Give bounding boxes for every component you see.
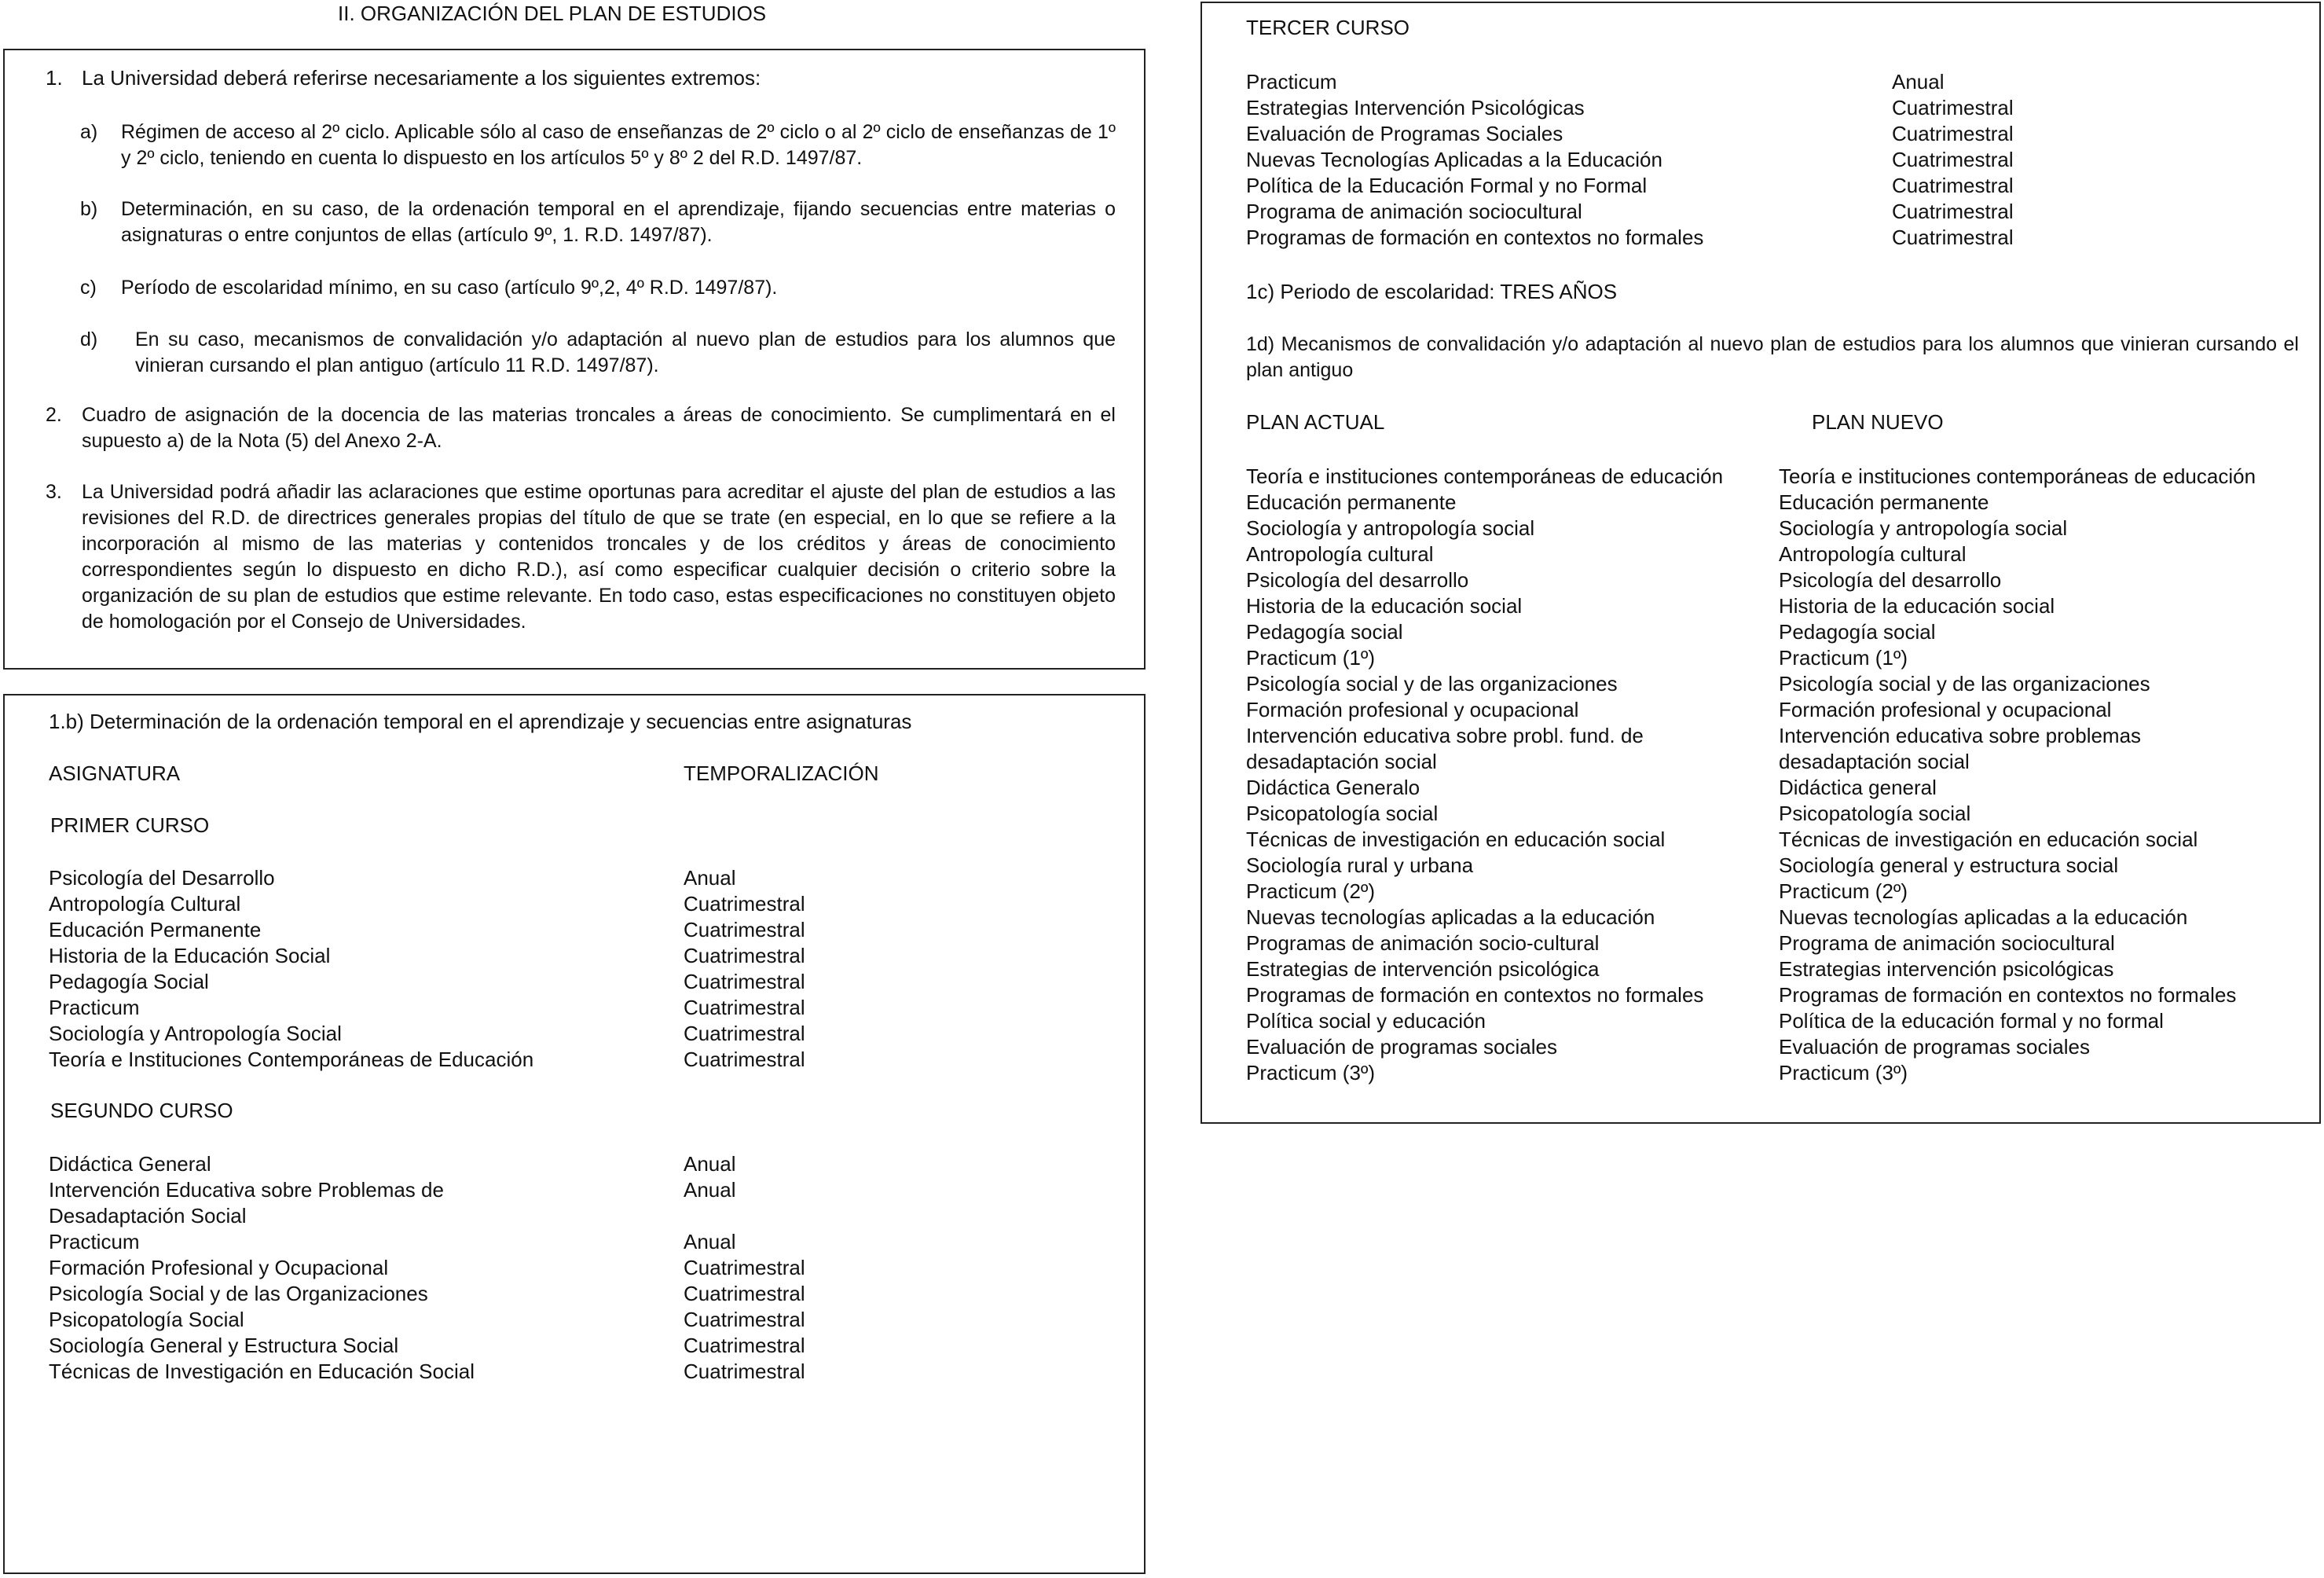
primer-course-temporalizacion: Cuatrimestral	[684, 918, 805, 941]
plan-actual-item: Programas de animación socio-cultural	[1246, 931, 1600, 955]
tercer-course-temporalizacion: Cuatrimestral	[1892, 96, 2014, 119]
plan-actual-item: Historia de la educación social	[1246, 594, 1523, 618]
section-heading: 1.b) Determinación de la ordenación temporal en el aprendizaje y secuencias entre asignaturas	[49, 710, 912, 733]
tercer-course-name: Estrategias Intervención Psicológicas	[1246, 96, 1585, 119]
segundo-course-name: Psicopatología Social	[49, 1308, 244, 1331]
plan-nuevo-item: Evaluación de programas sociales	[1779, 1035, 2090, 1059]
column-header-temporalizacion: TEMPORALIZACIÓN	[684, 761, 879, 785]
tercer-course-name: Política de la Educación Formal y no Formal	[1246, 174, 1648, 197]
tercer-curso-heading: TERCER CURSO	[1246, 16, 1410, 39]
plan-nuevo-item: Sociología general y estructura social	[1779, 853, 2119, 877]
item-d-label: d)	[80, 328, 98, 350]
plan-nuevo-item: Política de la educación formal y no formal	[1779, 1009, 2164, 1033]
plan-nuevo-item: Historia de la educación social	[1779, 594, 2055, 618]
plan-actual-item: Estrategias de intervención psicológica	[1246, 957, 1600, 981]
plan-nuevo-item: Educación permanente	[1779, 490, 1989, 514]
primer-curso-heading: PRIMER CURSO	[50, 813, 210, 837]
plan-actual-item: Antropología cultural	[1246, 542, 1434, 566]
segundo-course-temporalizacion: Anual	[684, 1230, 736, 1253]
plan-nuevo-item: Intervención educativa sobre problemas	[1779, 724, 2142, 747]
tercer-course-name: Evaluación de Programas Sociales	[1246, 122, 1563, 145]
tercer-course-name: Programa de animación sociocultural	[1246, 200, 1582, 223]
plan-actual-item: Nuevas tecnologías aplicadas a la educación	[1246, 905, 1655, 929]
instructions-box	[3, 49, 1146, 670]
plan-actual-item: Practicum (1º)	[1246, 646, 1376, 670]
plan-actual-item: Política social y educación	[1246, 1009, 1486, 1033]
periodo-escolaridad: 1c) Periodo de escolaridad: TRES AÑOS	[1246, 280, 1618, 303]
plan-nuevo-item: Antropología cultural	[1779, 542, 1967, 566]
primer-course-temporalizacion: Cuatrimestral	[684, 892, 805, 916]
plan-actual-item: Programas de formación en contextos no formales	[1246, 983, 1704, 1007]
plan-nuevo-item: Practicum (3º)	[1779, 1061, 1908, 1084]
plan-actual-item: Didáctica Generalo	[1246, 776, 1420, 799]
segundo-course-name: Desadaptación Social	[49, 1204, 247, 1228]
plan-actual-item: Psicopatología social	[1246, 802, 1439, 825]
tercer-course-name: Nuevas Tecnologías Aplicadas a la Educación	[1246, 148, 1662, 171]
item-c-text: Período de escolaridad mínimo, en su caso (artículo 9º,2, 4º R.D. 1497/87).	[121, 277, 778, 299]
plan-actual-item: Psicología social y de las organizaciones	[1246, 672, 1618, 695]
tercer-course-temporalizacion: Anual	[1892, 70, 1945, 94]
segundo-course-temporalizacion: Cuatrimestral	[684, 1334, 805, 1357]
plan-nuevo-item: Psicología social y de las organizaciones	[1779, 672, 2150, 695]
plan-actual-item: Técnicas de investigación en educación social	[1246, 828, 1666, 851]
segundo-course-name: Técnicas de Investigación en Educación Social	[49, 1360, 475, 1383]
plan-nuevo-item: Pedagogía social	[1779, 620, 1936, 644]
plan-nuevo-item: desadaptación social	[1779, 750, 1970, 773]
plan-nuevo-item: Practicum (2º)	[1779, 879, 1908, 903]
segundo-course-temporalizacion: Anual	[684, 1152, 736, 1176]
plan-actual-item: desadaptación social	[1246, 750, 1437, 773]
plan-nuevo-item: Sociología y antropología social	[1779, 516, 2068, 540]
plan-nuevo-label: PLAN NUEVO	[1812, 410, 1944, 434]
plan-actual-item: Practicum (2º)	[1246, 879, 1376, 903]
segundo-course-name: Psicología Social y de las Organizaciones	[49, 1282, 428, 1305]
segundo-course-temporalizacion: Cuatrimestral	[684, 1308, 805, 1331]
plan-actual-item: Evaluación de programas sociales	[1246, 1035, 1557, 1059]
tercer-course-temporalizacion: Cuatrimestral	[1892, 226, 2014, 249]
segundo-course-temporalizacion: Cuatrimestral	[684, 1282, 805, 1305]
item-b-label: b)	[80, 198, 98, 220]
tercer-course-temporalizacion: Cuatrimestral	[1892, 148, 2014, 171]
primer-course-temporalizacion: Cuatrimestral	[684, 996, 805, 1019]
plan-nuevo-item: Psicopatología social	[1779, 802, 1971, 825]
plan-nuevo-item: Psicología del desarrollo	[1779, 568, 2002, 592]
primer-course-temporalizacion: Anual	[684, 866, 736, 890]
primer-course-name: Antropología Cultural	[49, 892, 241, 916]
plan-nuevo-item: Estrategias intervención psicológicas	[1779, 957, 2114, 981]
third-year-box	[1200, 2, 2321, 1124]
primer-course-temporalizacion: Cuatrimestral	[684, 1048, 805, 1071]
segundo-course-temporalizacion: Anual	[684, 1178, 736, 1202]
tercer-course-temporalizacion: Cuatrimestral	[1892, 200, 2014, 223]
item-d-text: En su caso, mecanismos de convalidación y/o adaptación al nuevo plan de estudios para los alumnos que vinieran cursando el plan antiguo (artículo 11 R.D. 1497/87).	[135, 328, 1116, 376]
plan-nuevo-item: Teoría e instituciones contemporáneas de educación	[1779, 464, 2256, 488]
plan-nuevo-item: Didáctica general	[1779, 776, 1937, 799]
item-a-label: a)	[80, 121, 98, 143]
segundo-course-name: Didáctica General	[49, 1152, 211, 1176]
primer-course-temporalizacion: Cuatrimestral	[684, 944, 805, 967]
primer-course-name: Practicum	[49, 996, 140, 1019]
plan-nuevo-item: Programa de animación sociocultural	[1779, 931, 2115, 955]
item-2-text: Cuadro de asignación de la docencia de las materias troncales a áreas de conocimiento. Se cumplimentará en el supuesto a) de la Nota (5) del Anexo 2-A.	[82, 404, 1116, 452]
segundo-course-temporalizacion: Cuatrimestral	[684, 1360, 805, 1383]
item-3-number: 3.	[46, 481, 62, 503]
segundo-course-name: Intervención Educativa sobre Problemas de	[49, 1178, 444, 1202]
plan-actual-item: Teoría e instituciones contemporáneas de educación	[1246, 464, 1724, 488]
tercer-course-temporalizacion: Cuatrimestral	[1892, 174, 2014, 197]
item-a-text: Régimen de acceso al 2º ciclo. Aplicable sólo al caso de enseñanzas de 2º ciclo o al 2º ciclo de enseñanzas de 1º y 2º ciclo, teniendo en cuenta lo dispuesto en los artículos 5º y 8º 2 del R.D. 1497/87.	[121, 121, 1116, 169]
primer-course-name: Teoría e Instituciones Contemporáneas de Educación	[49, 1048, 534, 1071]
plan-nuevo-item: Programas de formación en contextos no formales	[1779, 983, 2237, 1007]
tercer-course-name: Practicum	[1246, 70, 1337, 94]
plan-actual-item: Intervención educativa sobre probl. fund. de	[1246, 724, 1644, 747]
item-2-number: 2.	[46, 404, 62, 426]
item-1-number: 1.	[46, 66, 63, 90]
plan-nuevo-item: Formación profesional y ocupacional	[1779, 698, 2112, 721]
plan-actual-item: Practicum (3º)	[1246, 1061, 1376, 1084]
plan-actual-item: Sociología rural y urbana	[1246, 853, 1474, 877]
primer-course-name: Historia de la Educación Social	[49, 944, 331, 967]
plan-actual-item: Sociología y antropología social	[1246, 516, 1535, 540]
item-c-label: c)	[80, 277, 97, 299]
tercer-course-temporalizacion: Cuatrimestral	[1892, 122, 2014, 145]
plan-actual-item: Psicología del desarrollo	[1246, 568, 1469, 592]
primer-course-name: Pedagogía Social	[49, 970, 209, 993]
segundo-course-temporalizacion: Cuatrimestral	[684, 1256, 805, 1279]
plan-nuevo-item: Practicum (1º)	[1779, 646, 1908, 670]
temporal-order-box	[3, 694, 1146, 1574]
primer-course-name: Sociología y Antropología Social	[49, 1022, 342, 1045]
item-b-text: Determinación, en su caso, de la ordenación temporal en el aprendizaje, fijando secuencias entre materias o asignaturas o entre conjuntos de ellas (artículo 9º, 1. R.D. 1497/87).	[121, 198, 1116, 246]
plan-actual-item: Pedagogía social	[1246, 620, 1403, 644]
item-3-text: La Universidad podrá añadir las aclaraciones que estime oportunas para acreditar el ajuste del plan de estudios a las revisiones del R.D. de directrices generales propias del título de que se trate (en especial, en lo que se refiere a la incorporación al mismo de las materias y contenidos troncales y de los créditos y áreas de conocimiento correspondientes según lo dispuesto en dicho R.D.), así como especificar cualquier decisión o criterio sobre la organización de su plan de estudios que estime relevante. En todo caso, estas especificaciones no constituyen objeto de homologación por el Consejo de Universidades.	[82, 481, 1116, 633]
segundo-course-name: Formación Profesional y Ocupacional	[49, 1256, 389, 1279]
plan-nuevo-item: Nuevas tecnologías aplicadas a la educación	[1779, 905, 2188, 929]
plan-actual-item: Educación permanente	[1246, 490, 1457, 514]
column-header-asignatura: ASIGNATURA	[49, 761, 181, 785]
primer-course-name: Educación Permanente	[49, 918, 262, 941]
item-1-text: La Universidad deberá referirse necesariamente a los siguientes extremos:	[82, 66, 761, 90]
tercer-course-name: Programas de formación en contextos no formales	[1246, 226, 1704, 249]
segundo-curso-heading: SEGUNDO CURSO	[50, 1099, 233, 1122]
mecanismos-text: 1d) Mecanismos de convalidación y/o adaptación al nuevo plan de estudios para los alumnos que vinieran cursando el plan antiguo	[1246, 333, 2299, 381]
primer-course-temporalizacion: Cuatrimestral	[684, 1022, 805, 1045]
plan-actual-label: PLAN ACTUAL	[1246, 410, 1385, 434]
segundo-course-name: Practicum	[49, 1230, 140, 1253]
plan-nuevo-item: Técnicas de investigación en educación social	[1779, 828, 2198, 851]
primer-course-name: Psicología del Desarrollo	[49, 866, 275, 890]
plan-actual-item: Formación profesional y ocupacional	[1246, 698, 1579, 721]
page-title: II. ORGANIZACIÓN DEL PLAN DE ESTUDIOS	[338, 2, 767, 25]
segundo-course-name: Sociología General y Estructura Social	[49, 1334, 399, 1357]
primer-course-temporalizacion: Cuatrimestral	[684, 970, 805, 993]
